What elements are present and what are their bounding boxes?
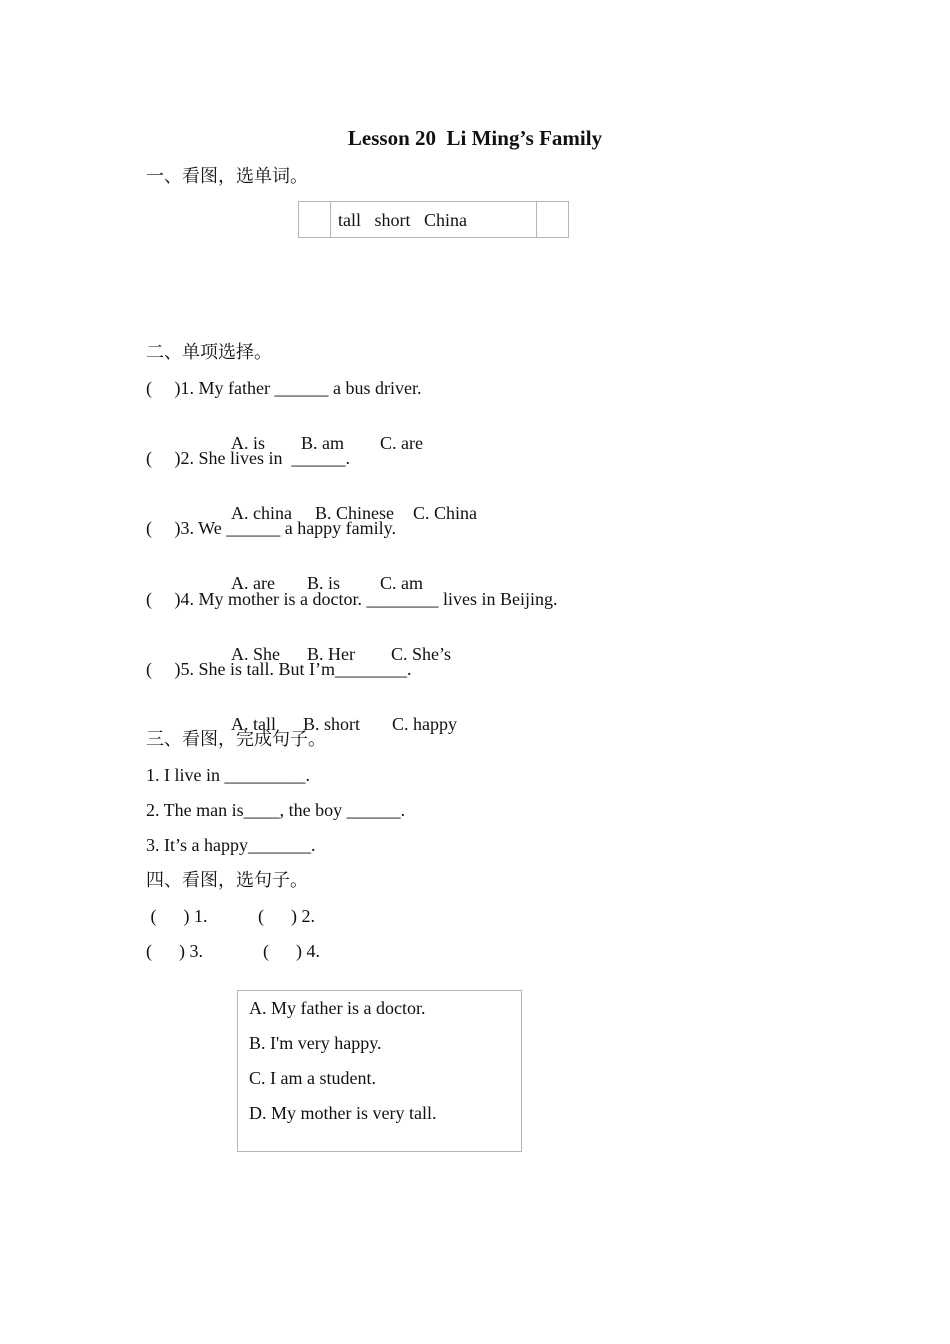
fill-sentence-2: 2. The man is____, the boy ______. (146, 800, 406, 820)
section-1-heading: 一、看图，选单词。 (146, 166, 308, 186)
sentence-a: A. My father is a doctor. (249, 998, 426, 1018)
question-3-options (222, 553, 423, 593)
option-a: A. She (231, 644, 280, 664)
question-2-options (222, 483, 477, 523)
option-a: A. are (231, 573, 275, 593)
option-a: A. china (231, 503, 292, 523)
option-c: C. China (413, 503, 478, 523)
answer-slot-1: ( ) 1. (146, 906, 208, 926)
word-box-right-cell (537, 202, 568, 237)
option-c: C. happy (392, 714, 457, 734)
question-5-options (222, 694, 457, 734)
question-1-stem: ( )1. My father ______ a bus driver. (146, 378, 422, 398)
option-c: C. am (380, 573, 423, 593)
page-title: Lesson 20 Li Ming’s Family (347, 126, 603, 150)
question-4-options (222, 624, 451, 664)
word-box (298, 201, 569, 238)
option-c: C. are (380, 433, 423, 453)
option-b: B. short (303, 714, 361, 734)
option-a: A. tall (231, 714, 276, 734)
question-1-options (222, 413, 423, 453)
answer-slot-3: ( ) 3. (146, 941, 203, 961)
word-box-words: tall short China (331, 202, 537, 237)
question-5-stem: ( )5. She is tall. But I’m________. (146, 659, 412, 679)
question-2-stem: ( )2. She lives in ______. (146, 448, 350, 468)
section-4-heading: 四、看图，选句子。 (146, 870, 308, 890)
option-a: A. is (231, 433, 266, 453)
fill-sentence-3: 3. It’s a happy_______. (146, 835, 316, 855)
option-c: C. She’s (391, 644, 452, 664)
option-b: B. Her (307, 644, 355, 664)
sentence-c: C. I am a student. (249, 1068, 376, 1088)
question-4-stem: ( )4. My mother is a doctor. ________ lives in Beijing. (146, 589, 558, 609)
sentence-choice-box (237, 990, 522, 1152)
section-2-heading: 二、单项选择。 (146, 342, 272, 362)
answer-slot-4: ( ) 4. (263, 941, 320, 961)
sentence-b: B. I'm very happy. (249, 1033, 382, 1053)
option-b: B. Chinese (315, 503, 394, 523)
word-box-left-cell (299, 202, 331, 237)
question-3-stem: ( )3. We ______ a happy family. (146, 518, 396, 538)
option-b: B. is (307, 573, 341, 593)
option-b: B. am (301, 433, 344, 453)
section-3-heading: 三、看图，完成句子。 (146, 729, 326, 749)
fill-sentence-1: 1. I live in _________. (146, 765, 310, 785)
sentence-d: D. My mother is very tall. (249, 1103, 437, 1123)
answer-slot-2: ( ) 2. (258, 906, 315, 926)
